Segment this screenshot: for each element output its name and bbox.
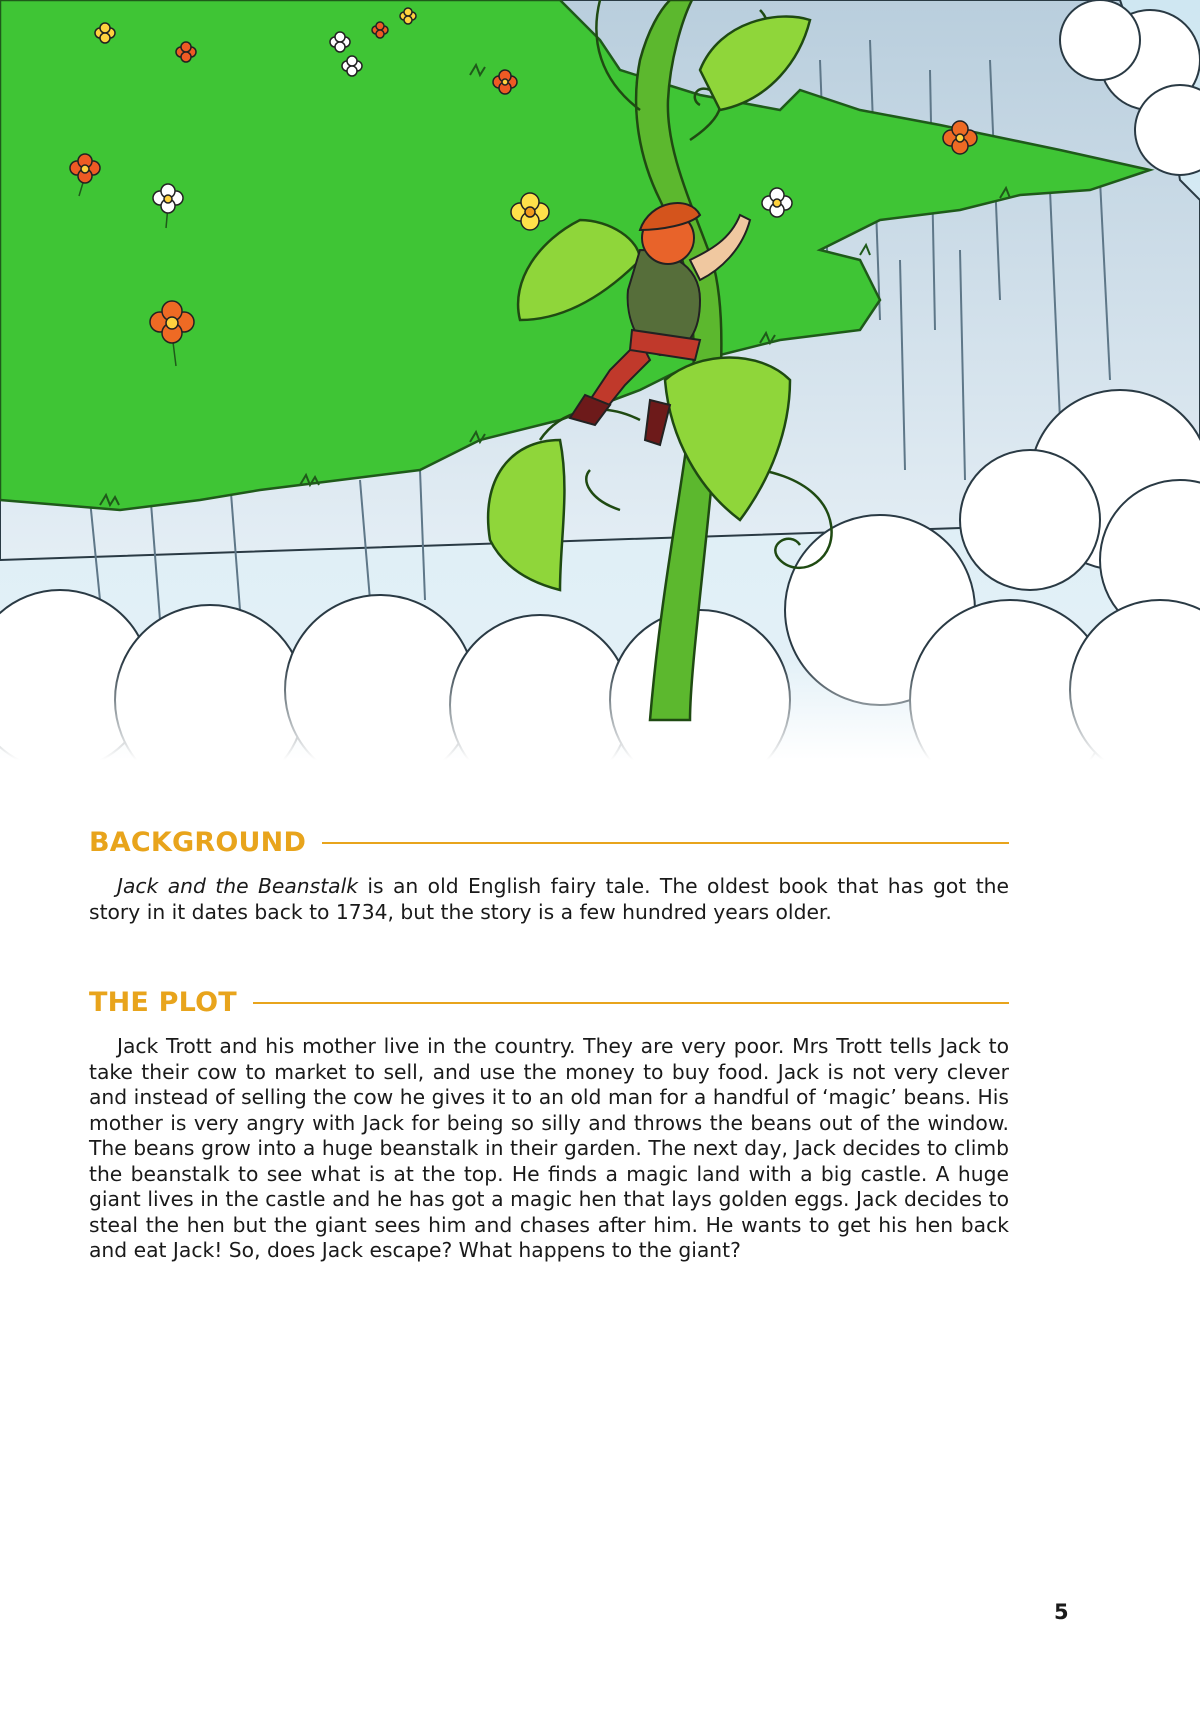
page-number: 5	[1054, 1600, 1069, 1624]
background-section	[89, 822, 1009, 925]
background-paragraph	[89, 874, 1009, 925]
plot-paragraph: Jack Trott and his mother live in the country. They are very poor. Mrs Trott tells Jack to take their cow to market to sell, and use the money to buy food. Jack is not very clever and instead of selling the cow he gives it to an old man for a handful of ‘magic’ beans. His mother is very angry with Jack for being so silly and throws the beans out of the window. The beans grow into a huge beanstalk in their garden. The next day, Jack decides to climb the beanstalk to see what is at the top. He finds a magic land with a big castle. A huge giant lives in the castle and he has got a magic hen that lays golden eggs. Jack decides to steal the hen but the giant sees him and chases after him. He wants to get his hen back and eat Jack! So, does Jack escape? What happens to the giant?	[89, 1034, 1009, 1262]
beanstalk-illustration	[0, 0, 1200, 760]
background-heading-rule	[322, 842, 1009, 844]
plot-heading: THE PLOT	[89, 986, 237, 1018]
book-title: Jack and the Beanstalk	[117, 874, 358, 898]
background-text: is an old English fairy tale. The oldest book that has got the story in it dates back to 1734, but the story is a few hundred years older.	[89, 874, 1009, 924]
background-heading: BACKGROUND	[89, 826, 307, 858]
plot-heading-row	[89, 982, 1009, 1022]
background-heading-row	[89, 822, 1009, 862]
plot-heading-rule	[253, 1002, 1009, 1004]
plot-section	[89, 982, 1009, 1264]
